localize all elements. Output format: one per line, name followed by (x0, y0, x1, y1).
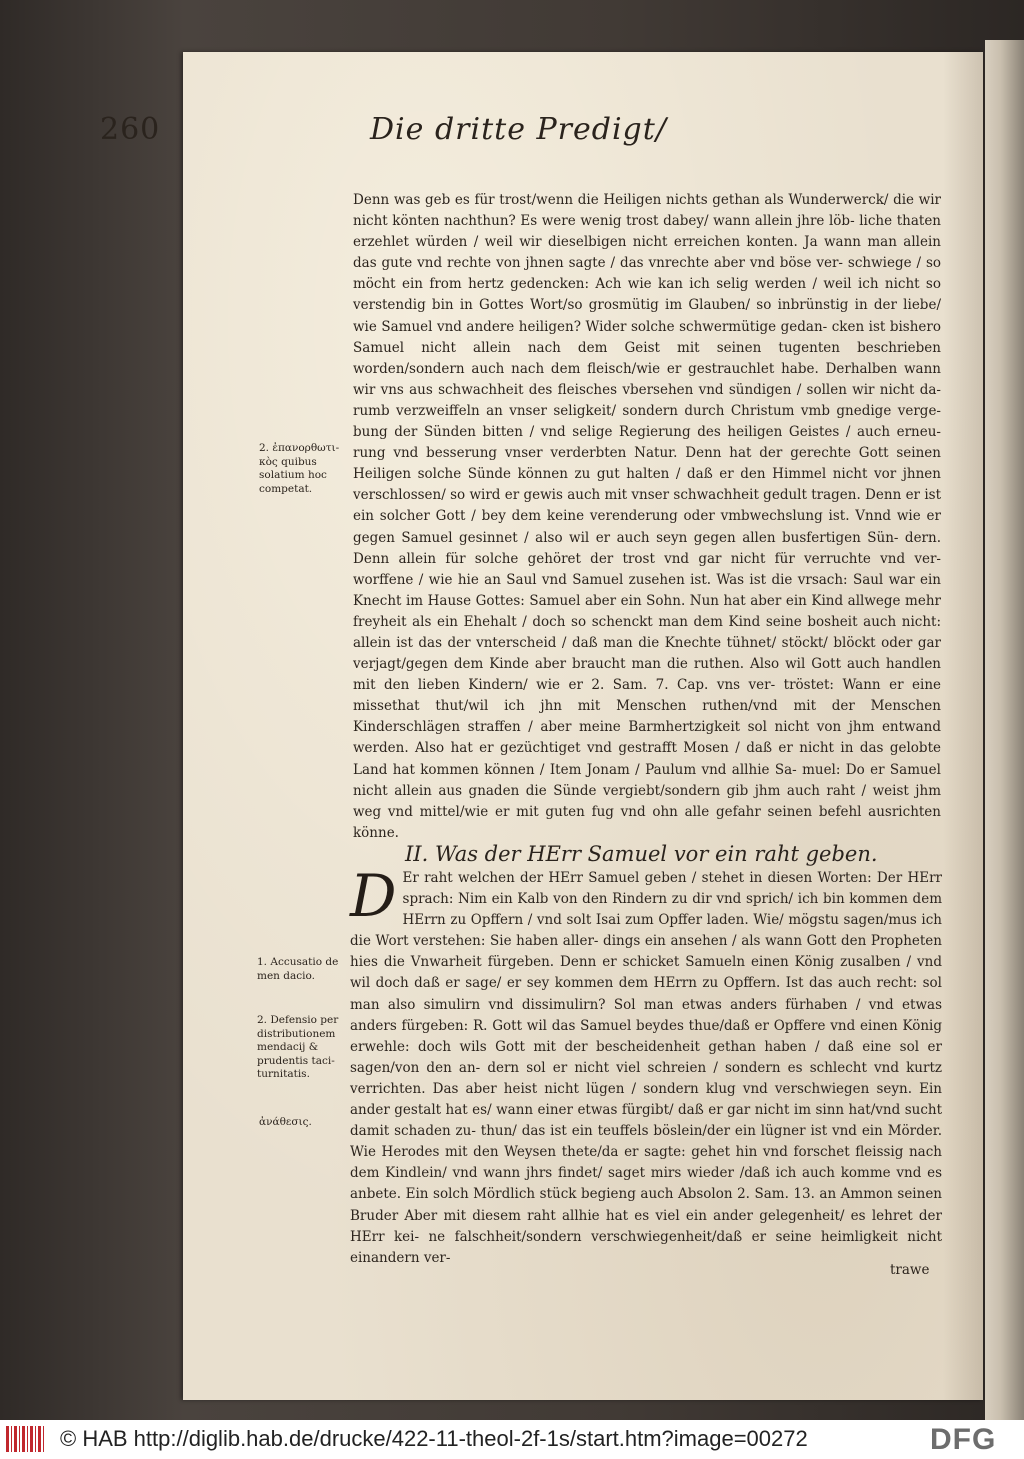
margin-note-2: 1. Accusatio de men dacio. (257, 956, 339, 982)
footer-credit-link[interactable]: © HAB http://diglib.hab.de/drucke/422-11-theol-2f-1s/start.htm?image=00272 (60, 1426, 808, 1451)
footer-bar (0, 1420, 1024, 1459)
barcode-icon (6, 1426, 46, 1452)
adjacent-page-edge (985, 40, 1024, 1420)
dfg-logo: DFG (930, 1423, 997, 1456)
margin-note-1: 2. ἐπανορθωτι- κὸς quibus solatium hoc competat. (259, 442, 340, 495)
margin-note-3: 2. Defensio per distributionem mendacij & prudentis taci- turnitatis. (257, 1014, 339, 1080)
margin-note-4: ἀνάθεσις. (259, 1116, 312, 1128)
drop-cap-initial: D (350, 862, 397, 930)
section-heading: II. Was der HErr Samuel vor ein raht geben. (405, 842, 878, 866)
page-header (100, 112, 800, 162)
page-gutter-shadow (943, 52, 983, 1400)
body-paragraph-2 (350, 862, 942, 1269)
paragraph-2-text: Er raht welchen der HErr Samuel geben / stehet in diesen Worten: Der HErr sprach: Nim ein Kalb von den Rindern zu dir vnd sprich/ ich bin kommen dem HErrn zu Opffern / vnd solt Isai zum Opffer laden. Wie/ mögstu sagen/mus ich die Wort verstehen: Sie haben aller- dings ein ansehen / als wann Gott den Propheten hies die Vnwarheit fürgeben. Denn er schicket Samueln einen König zusalben / vnd wil doch daß er sage/ er sey kommen dem HErrn zu Opffern. Ist das auch recht: sol man also simulirn vnd dissimulirn? Sol man etwas anders fürhaben / vnd etwas anders fürgeben: R. Gott wil das Samuel beydes thue/daß er Opffere vnd einen König erwehle: doch wils Gott mit der bescheidenheit gethan haben / daß eine sol er sagen/von den an- dern sol er nicht viel schreien / sondern es schlecht vnd kurtz verrichten. Das aber heist nicht lügen / sondern klug vnd verschwiegen seyn. Ein ander gestalt hat es/ wann einer etwas fürgibt/ daß er gar nicht im sinn hat/vnd sucht damit schaden zu- thun/ das ist ein teuffels böslein/der ein lügner ist vnd ein Mörder. Wie Herodes mit den Weysen thete/da er sagte: gehet hin vnd forschet fleissig nach dem Kindlein/ vnd wann jhrs findet/ saget mirs wieder /daß ich auch komme vnd es anbete. Ein solch Mördlich stück begieng auch Absolon 2. Sam. 13. an Ammon seinen Bruder Aber mit diesem raht allhie hat es viel ein ander gelegenheit/ es lehret der HErr kei- ne falschheit/sondern verschwiegenheit/daß er seine heimligkeit nicht einandern ver- (350, 870, 942, 1266)
body-paragraph-1 (353, 190, 941, 844)
page-number: 260 (100, 112, 161, 147)
catchword: trawe (890, 1262, 930, 1278)
running-head: Die dritte Predigt/ (370, 112, 667, 147)
paragraph-1-text: Denn was geb es für trost/wenn die Heiligen nichts gethan als Wunderwerck/ die wir nicht könten nachthun? Es were wenig trost dabey/ wann allein jhre löb- liche thaten erzehlet würden / weil wir dieselbigen nicht erreichen konten. Ja wann man allein das gute vnd rechte von jhnen sagte / das vnrechte aber vnd böse ver- schwiege / so möcht ein from hertz gedencken: Ach wie kan ich selig werden / weil ich nicht so verstendig bin in Gottes Wort/so grosmütig im Glauben/ so inbrünstig in der liebe/ wie Samuel vnd andere heiligen? Wider solche schwermütige gedan- cken ist bishero Samuel nicht allein nach dem Geist mit seinen tugenten beschrieben worden/sondern auch nach dem fleisch/wie er gestrauchlet habe. Derhalben wann wir vns aus schwachheit des fleisches vbersehen vnd sündigen / sollen wir nicht da- rumb verzweiffeln an vnser seligkeit/ sondern durch Christum vmb gnedige verge- bung der Sünden bitten / vnd selige Regierung des heiligen Geistes / auch erneu- rung vnd besserung vnser verderbten Natur. Denn hat der gerechte Gott seinen Heiligen solche Sünde können zu gut halten / daß er den Himmel nicht vor jhnen verschlossen/ so wird er gewis auch mit vnser schwachheit gedult tragen. Denn er ist ein solcher Gott / bey dem keine verenderung oder vmbwechslung ist. Vnnd wie er gegen Samuel gesinnet / also wil er auch seyn gegen allen busfertigen Sün- dern. Denn allein für solche gehöret der trost vnd gar nicht für verruchte vnd ver- worffene / wie hie an Saul vnd Samuel zusehen ist. Was ist die vrsach: Saul war ein Knecht im Hause Gottes: Samuel aber ein Sohn. Nun hat aber ein Kind allwege mehr freyheit als ein Ehehalt / doch so schenckt man dem Kind seine bosheit auch nicht: allein ist das der vnterscheid / daß man die Knechte tühnet/ stöckt/ blöckt oder gar verjagt/gegen dem Kinde aber braucht man die ruthen. Also wil Gott auch handlen mit den lieben Kindern/ wie er 2. Sam. 7. Cap. vns ver- tröstet: Wann er eine missethat thut/wil ich jhn mit Menschen ruthen/vnd mit der Menschen Kinderschlägen straffen / aber meine Barmhertzigkeit sol nicht von jhm entwand werden. Also hat er gezüchtiget vnd gestrafft Mosen / daß er nicht in das gelobte Land hat kommen können / Item Jonam / Paulum vnd allhie Sa- muel: Do er Samuel nicht allein aus gnaden die Sünde vergiebt/sondern gib jhm auch raht / weist jhm weg vnd mittel/wie er mit guten fug vnd ohn alle gefahr seinen befehl ausrichten könne. (353, 192, 941, 841)
